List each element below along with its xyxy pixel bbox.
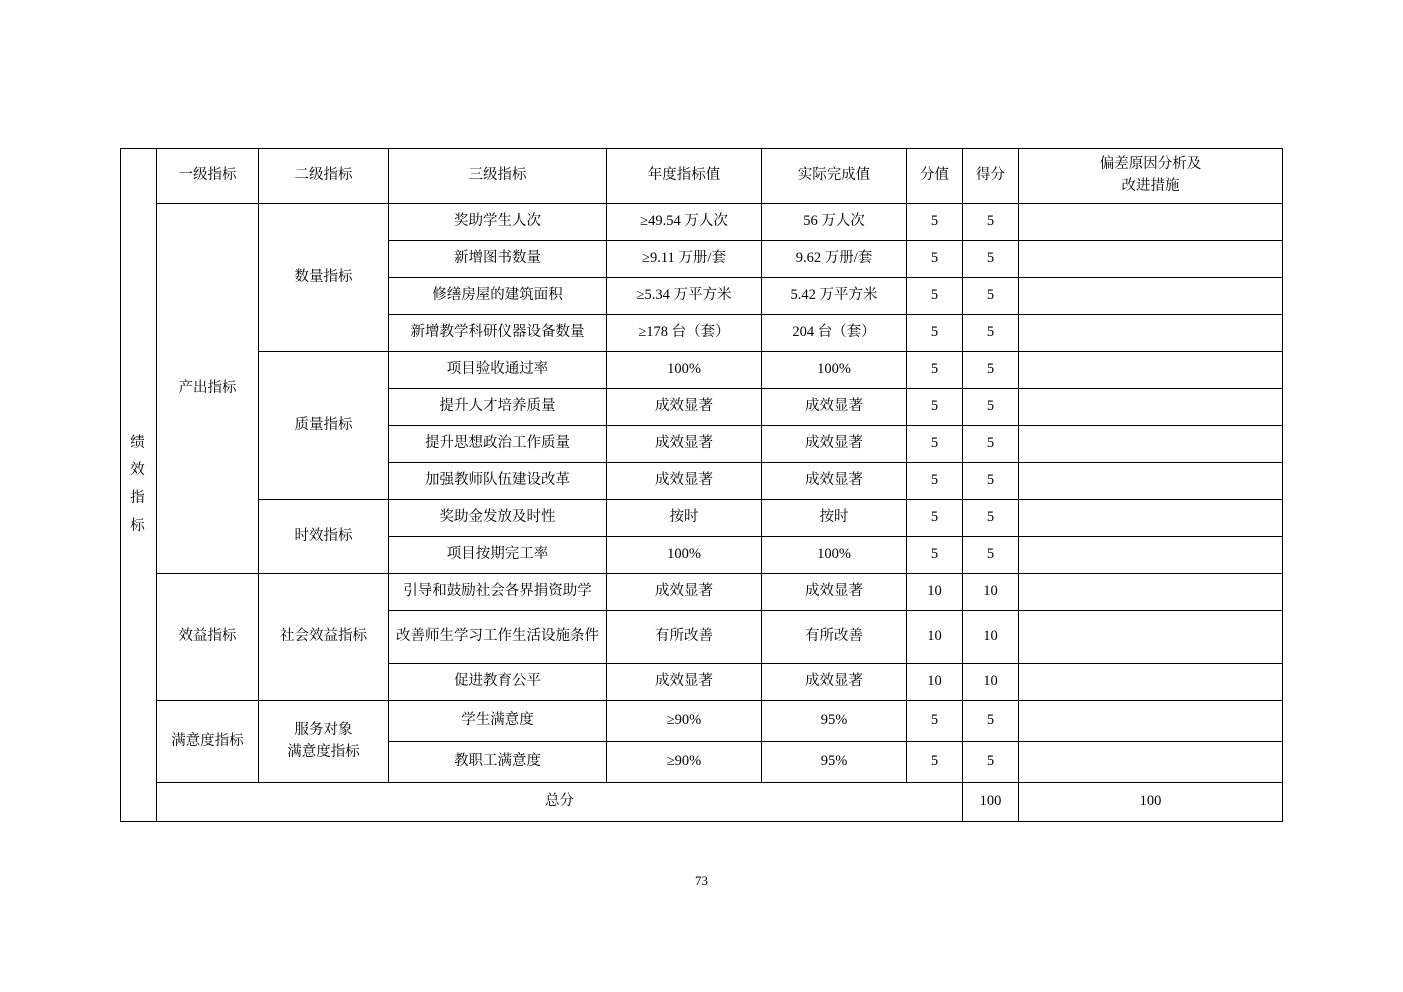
cell-score-got: 5 (963, 500, 1019, 537)
cell-actual: 5.42 万平方米 (762, 278, 907, 315)
side-label-text: 绩 效 指 标 (130, 434, 147, 534)
cell-notes (1019, 463, 1283, 500)
table-row (121, 574, 1283, 611)
table-row (121, 500, 1283, 537)
header-annual-target: 年度指标值 (607, 149, 762, 204)
cell-target: 按时 (607, 500, 762, 537)
cell-notes (1019, 204, 1283, 241)
cell-target: ≥9.11 万册/套 (607, 241, 762, 278)
cell-level1-benefit: 效益指标 (157, 574, 259, 701)
side-label-cell (121, 149, 157, 822)
cell-level3: 学生满意度 (389, 701, 607, 742)
cell-score-got: 5 (963, 426, 1019, 463)
cell-score-value: 5 (907, 500, 963, 537)
cell-level2-timeliness: 时效指标 (259, 500, 389, 574)
cell-score-value: 5 (907, 278, 963, 315)
cell-target: ≥90% (607, 701, 762, 742)
cell-target: 成效显著 (607, 463, 762, 500)
cell-score-value: 5 (907, 701, 963, 742)
cell-actual: 100% (762, 352, 907, 389)
cell-level3: 提升思想政治工作质量 (389, 426, 607, 463)
table-row (121, 701, 1283, 742)
cell-target: 成效显著 (607, 574, 762, 611)
table-total-row (121, 783, 1283, 822)
cell-level2-line1: 服务对象 (294, 721, 353, 738)
cell-score-value: 10 (907, 664, 963, 701)
performance-table-container (120, 148, 1282, 822)
cell-score-got: 5 (963, 463, 1019, 500)
cell-score-value: 5 (907, 352, 963, 389)
cell-actual: 成效显著 (762, 574, 907, 611)
cell-score-got: 5 (963, 352, 1019, 389)
cell-notes (1019, 278, 1283, 315)
cell-actual: 成效显著 (762, 389, 907, 426)
cell-notes (1019, 426, 1283, 463)
cell-score-value: 10 (907, 574, 963, 611)
cell-actual: 100% (762, 537, 907, 574)
cell-score-value: 5 (907, 241, 963, 278)
cell-target: ≥5.34 万平方米 (607, 278, 762, 315)
cell-notes (1019, 574, 1283, 611)
cell-level3: 新增图书数量 (389, 241, 607, 278)
cell-score-got: 5 (963, 315, 1019, 352)
cell-level3: 引导和鼓励社会各界捐资助学 (389, 574, 607, 611)
cell-target: ≥49.54 万人次 (607, 204, 762, 241)
cell-notes (1019, 315, 1283, 352)
cell-level2-quality: 质量指标 (259, 352, 389, 500)
cell-level3: 加强教师队伍建设改革 (389, 463, 607, 500)
cell-actual: 95% (762, 701, 907, 742)
cell-actual: 95% (762, 742, 907, 783)
cell-score-value: 5 (907, 389, 963, 426)
cell-actual: 204 台（套） (762, 315, 907, 352)
cell-level3: 改善师生学习工作生活设施条件 (389, 611, 607, 664)
cell-level3: 新增教学科研仪器设备数量 (389, 315, 607, 352)
cell-score-got: 5 (963, 241, 1019, 278)
table-row (121, 352, 1283, 389)
cell-actual: 9.62 万册/套 (762, 241, 907, 278)
cell-score-got: 5 (963, 278, 1019, 315)
cell-score-got: 5 (963, 701, 1019, 742)
cell-score-value: 10 (907, 611, 963, 664)
cell-notes (1019, 611, 1283, 664)
cell-actual: 成效显著 (762, 664, 907, 701)
cell-score-got: 5 (963, 204, 1019, 241)
cell-score-value: 5 (907, 742, 963, 783)
cell-level2-quantity: 数量指标 (259, 204, 389, 352)
cell-level3: 修缮房屋的建筑面积 (389, 278, 607, 315)
header-level1: 一级指标 (157, 149, 259, 204)
cell-actual: 按时 (762, 500, 907, 537)
cell-level3: 促进教育公平 (389, 664, 607, 701)
cell-score-value: 5 (907, 315, 963, 352)
cell-target: 100% (607, 537, 762, 574)
cell-target: ≥178 台（套） (607, 315, 762, 352)
header-level2: 二级指标 (259, 149, 389, 204)
header-notes (1019, 149, 1283, 204)
cell-total-score-value: 100 (963, 783, 1019, 822)
cell-notes (1019, 742, 1283, 783)
cell-target: 成效显著 (607, 389, 762, 426)
cell-level2-social-benefit: 社会效益指标 (259, 574, 389, 701)
cell-notes (1019, 389, 1283, 426)
cell-actual: 成效显著 (762, 463, 907, 500)
cell-level3: 提升人才培养质量 (389, 389, 607, 426)
header-score-value: 分值 (907, 149, 963, 204)
cell-actual: 成效显著 (762, 426, 907, 463)
cell-score-value: 5 (907, 537, 963, 574)
cell-level3: 项目按期完工率 (389, 537, 607, 574)
cell-score-got: 5 (963, 742, 1019, 783)
cell-target: 成效显著 (607, 426, 762, 463)
cell-total-label: 总分 (157, 783, 963, 822)
cell-target: 成效显著 (607, 664, 762, 701)
cell-score-value: 5 (907, 426, 963, 463)
cell-score-got: 10 (963, 611, 1019, 664)
header-actual: 实际完成值 (762, 149, 907, 204)
cell-notes (1019, 701, 1283, 742)
performance-indicator-table (120, 148, 1283, 822)
cell-score-got: 5 (963, 389, 1019, 426)
cell-score-value: 5 (907, 463, 963, 500)
cell-level3: 奖助金发放及时性 (389, 500, 607, 537)
cell-score-got: 10 (963, 574, 1019, 611)
cell-level3: 奖助学生人次 (389, 204, 607, 241)
cell-actual: 56 万人次 (762, 204, 907, 241)
cell-notes (1019, 241, 1283, 278)
cell-total-score-got: 100 (1019, 783, 1283, 822)
cell-notes (1019, 500, 1283, 537)
cell-level3: 项目验收通过率 (389, 352, 607, 389)
header-notes-line1: 偏差原因分析及 (1099, 156, 1202, 173)
cell-target: 100% (607, 352, 762, 389)
header-score-got: 得分 (963, 149, 1019, 204)
cell-notes (1019, 352, 1283, 389)
cell-level3: 教职工满意度 (389, 742, 607, 783)
cell-score-got: 10 (963, 664, 1019, 701)
cell-target: 有所改善 (607, 611, 762, 664)
cell-level1-output: 产出指标 (157, 204, 259, 574)
cell-level2-line2: 满意度指标 (287, 743, 360, 760)
cell-level1-satisfaction: 满意度指标 (157, 701, 259, 783)
cell-target: ≥90% (607, 742, 762, 783)
header-level3: 三级指标 (389, 149, 607, 204)
cell-score-got: 5 (963, 537, 1019, 574)
cell-score-value: 5 (907, 204, 963, 241)
cell-notes (1019, 537, 1283, 574)
cell-actual: 有所改善 (762, 611, 907, 664)
table-header-row (121, 149, 1283, 204)
page-number: 73 (695, 873, 708, 888)
table-row (121, 204, 1283, 241)
cell-notes (1019, 664, 1283, 701)
header-notes-line2: 改进措施 (1121, 178, 1180, 194)
cell-level2-service-satisfaction (259, 701, 389, 783)
